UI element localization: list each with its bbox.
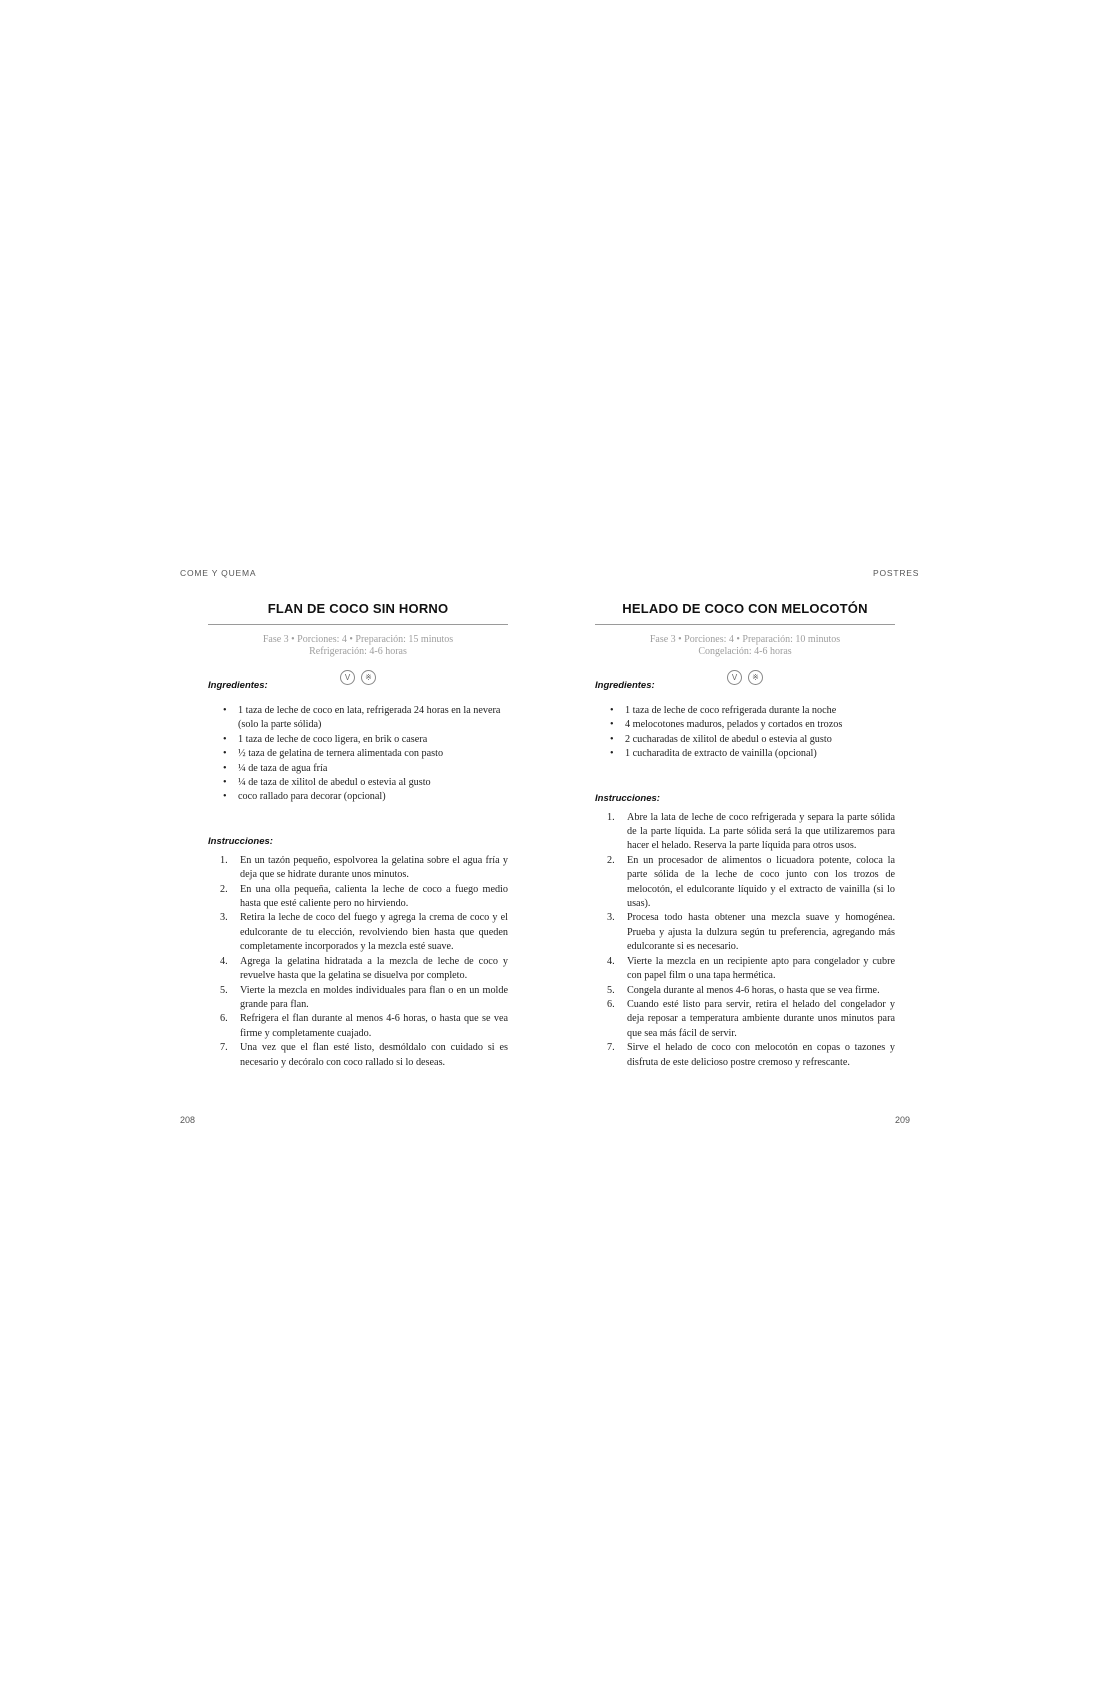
instructions-list bbox=[595, 811, 895, 1070]
instruction-step bbox=[607, 854, 895, 912]
meta-line-time: Refrigeración: 4-6 horas bbox=[309, 646, 407, 657]
instruction-step bbox=[607, 955, 895, 984]
step-number: 1. bbox=[220, 854, 228, 866]
instruction-step bbox=[220, 1041, 508, 1070]
ingredient-item: • 1 taza de leche de coco ligera, en brik o casera bbox=[223, 733, 508, 747]
step-text: En un tazón pequeño, espolvorea la gelatina sobre el agua fría y deja que se hidrate durante unos minutos. bbox=[240, 854, 508, 881]
vegetarian-icon: V bbox=[340, 670, 355, 685]
step-number: 4. bbox=[607, 955, 615, 967]
step-text: Cuando esté listo para servir, retira el helado del congelador y deja reposar a temperatura ambiente durante unos minutos para que sea más fácil de servir. bbox=[627, 998, 895, 1039]
instructions-heading: Instrucciones: bbox=[208, 835, 273, 847]
step-text: Retira la leche de coco del fuego y agrega la crema de coco y el edulcorante de tu elección, revolviendo bien hasta que queden completamente incorporados y la mezcla esté suave. bbox=[240, 912, 508, 953]
step-number: 2. bbox=[607, 854, 615, 866]
right-page-recipe bbox=[595, 601, 895, 1070]
instruction-step bbox=[607, 911, 895, 954]
meta-line-phase: Fase 3 • Porciones: 4 • Preparación: 10 minutos bbox=[649, 634, 841, 645]
instruction-step bbox=[220, 911, 508, 954]
instruction-step bbox=[220, 1012, 508, 1041]
recipe-title: HELADO DE COCO CON MELOCOTÓN bbox=[595, 601, 895, 625]
meta-line-time: Congelación: 4-6 horas bbox=[698, 646, 792, 657]
step-text: Vierte la mezcla en moldes individuales para flan o en un molde grande para flan. bbox=[240, 984, 508, 1010]
step-number: 2. bbox=[220, 883, 228, 895]
step-text: Procesa todo hasta obtener una mezcla suave y homogénea. Prueba y ajusta la dulzura según tu preferencia, agregando más edulcorante si es necesario. bbox=[627, 912, 895, 953]
instruction-step bbox=[220, 955, 508, 984]
instruction-step bbox=[220, 984, 508, 1013]
recipe-meta bbox=[208, 634, 508, 658]
step-number: 6. bbox=[607, 998, 615, 1010]
gluten-free-icon: ※ bbox=[361, 670, 376, 685]
instruction-step bbox=[607, 1041, 895, 1070]
running-head-right: POSTRES bbox=[873, 568, 920, 578]
step-number: 4. bbox=[220, 955, 228, 967]
ingredient-item: • ¼ de taza de xilitol de abedul o estevia al gusto bbox=[223, 776, 508, 790]
ingredient-item: • coco rallado para decorar (opcional) bbox=[223, 790, 508, 804]
page-number-right: 209 bbox=[895, 1115, 911, 1125]
step-number: 5. bbox=[607, 984, 615, 996]
instructions-heading: Instrucciones: bbox=[595, 792, 660, 804]
step-number: 3. bbox=[607, 912, 615, 924]
ingredients-list bbox=[595, 704, 895, 762]
ingredient-item: • 1 cucharadita de extracto de vainilla (opcional) bbox=[610, 747, 895, 761]
instruction-step bbox=[220, 883, 508, 912]
instructions-list bbox=[208, 854, 508, 1070]
step-number: 7. bbox=[220, 1042, 228, 1054]
instruction-step bbox=[220, 854, 508, 883]
vegetarian-icon: V bbox=[727, 670, 742, 685]
instruction-step bbox=[607, 998, 895, 1041]
ingredient-item: • ¼ de taza de agua fría bbox=[223, 762, 508, 776]
gluten-free-icon: ※ bbox=[748, 670, 763, 685]
ingredients-list bbox=[208, 704, 508, 805]
instruction-step bbox=[607, 984, 895, 998]
meta-line-phase: Fase 3 • Porciones: 4 • Preparación: 15 minutos bbox=[262, 634, 454, 645]
running-head-left: COME Y QUEMA bbox=[180, 568, 257, 578]
step-text: En un procesador de alimentos o licuadora potente, coloca la parte sólida de la leche de coco junto con los trozos de melocotón, el edulcorante líquido y el extracto de vainilla (si lo usas). bbox=[627, 854, 895, 910]
instruction-step bbox=[607, 811, 895, 854]
ingredients-heading: Ingredientes: bbox=[595, 680, 655, 691]
ingredients-heading: Ingredientes: bbox=[208, 680, 268, 691]
recipe-title: FLAN DE COCO SIN HORNO bbox=[208, 601, 508, 625]
step-text: Vierte la mezcla en un recipiente apto para congelador y cubre con papel film o una tapa hermética. bbox=[627, 955, 895, 982]
step-text: Refrigera el flan durante al menos 4-6 horas, o hasta que se vea firme y completamente cuajado. bbox=[240, 1013, 508, 1039]
step-number: 7. bbox=[607, 1042, 615, 1054]
step-text: Congela durante al menos 4-6 horas, o hasta que se vea firme. bbox=[627, 984, 880, 996]
ingredient-item: • 1 taza de leche de coco en lata, refrigerada 24 horas en la nevera (solo la parte sólida) bbox=[223, 704, 508, 733]
step-number: 6. bbox=[220, 1013, 228, 1025]
step-number: 5. bbox=[220, 984, 228, 996]
recipe-meta bbox=[595, 634, 895, 658]
step-text: Abre la lata de leche de coco refrigerada y separa la parte sólida de la parte líquida. La parte sólida será la que utilizaremos para hacer el helado. Reserva la parte líquida para otros usos. bbox=[627, 811, 895, 852]
step-text: Una vez que el flan esté listo, desmóldalo con cuidado si es necesario y decóralo con coco rallado si lo deseas. bbox=[240, 1042, 508, 1068]
step-number: 1. bbox=[607, 811, 615, 823]
step-text: Agrega la gelatina hidratada a la mezcla de leche de coco y revuelve hasta que la gelatina se disuelva por completo. bbox=[240, 955, 508, 982]
step-text: En una olla pequeña, calienta la leche de coco a fuego medio hasta que esté caliente pero no hirviendo. bbox=[240, 883, 508, 910]
ingredient-item: • 4 melocotones maduros, pelados y cortados en trozos bbox=[610, 718, 895, 732]
step-text: Sirve el helado de coco con melocotón en copas o tazones y disfruta de este delicioso postre cremoso y refrescante. bbox=[627, 1042, 895, 1068]
page-number-left: 208 bbox=[180, 1115, 196, 1125]
step-number: 3. bbox=[220, 912, 228, 924]
ingredient-item: • 2 cucharadas de xilitol de abedul o estevia al gusto bbox=[610, 733, 895, 747]
left-page-recipe bbox=[208, 601, 508, 1070]
ingredient-item: • 1 taza de leche de coco refrigerada durante la noche bbox=[610, 704, 895, 718]
ingredient-item: • ½ taza de gelatina de ternera alimentada con pasto bbox=[223, 747, 508, 761]
